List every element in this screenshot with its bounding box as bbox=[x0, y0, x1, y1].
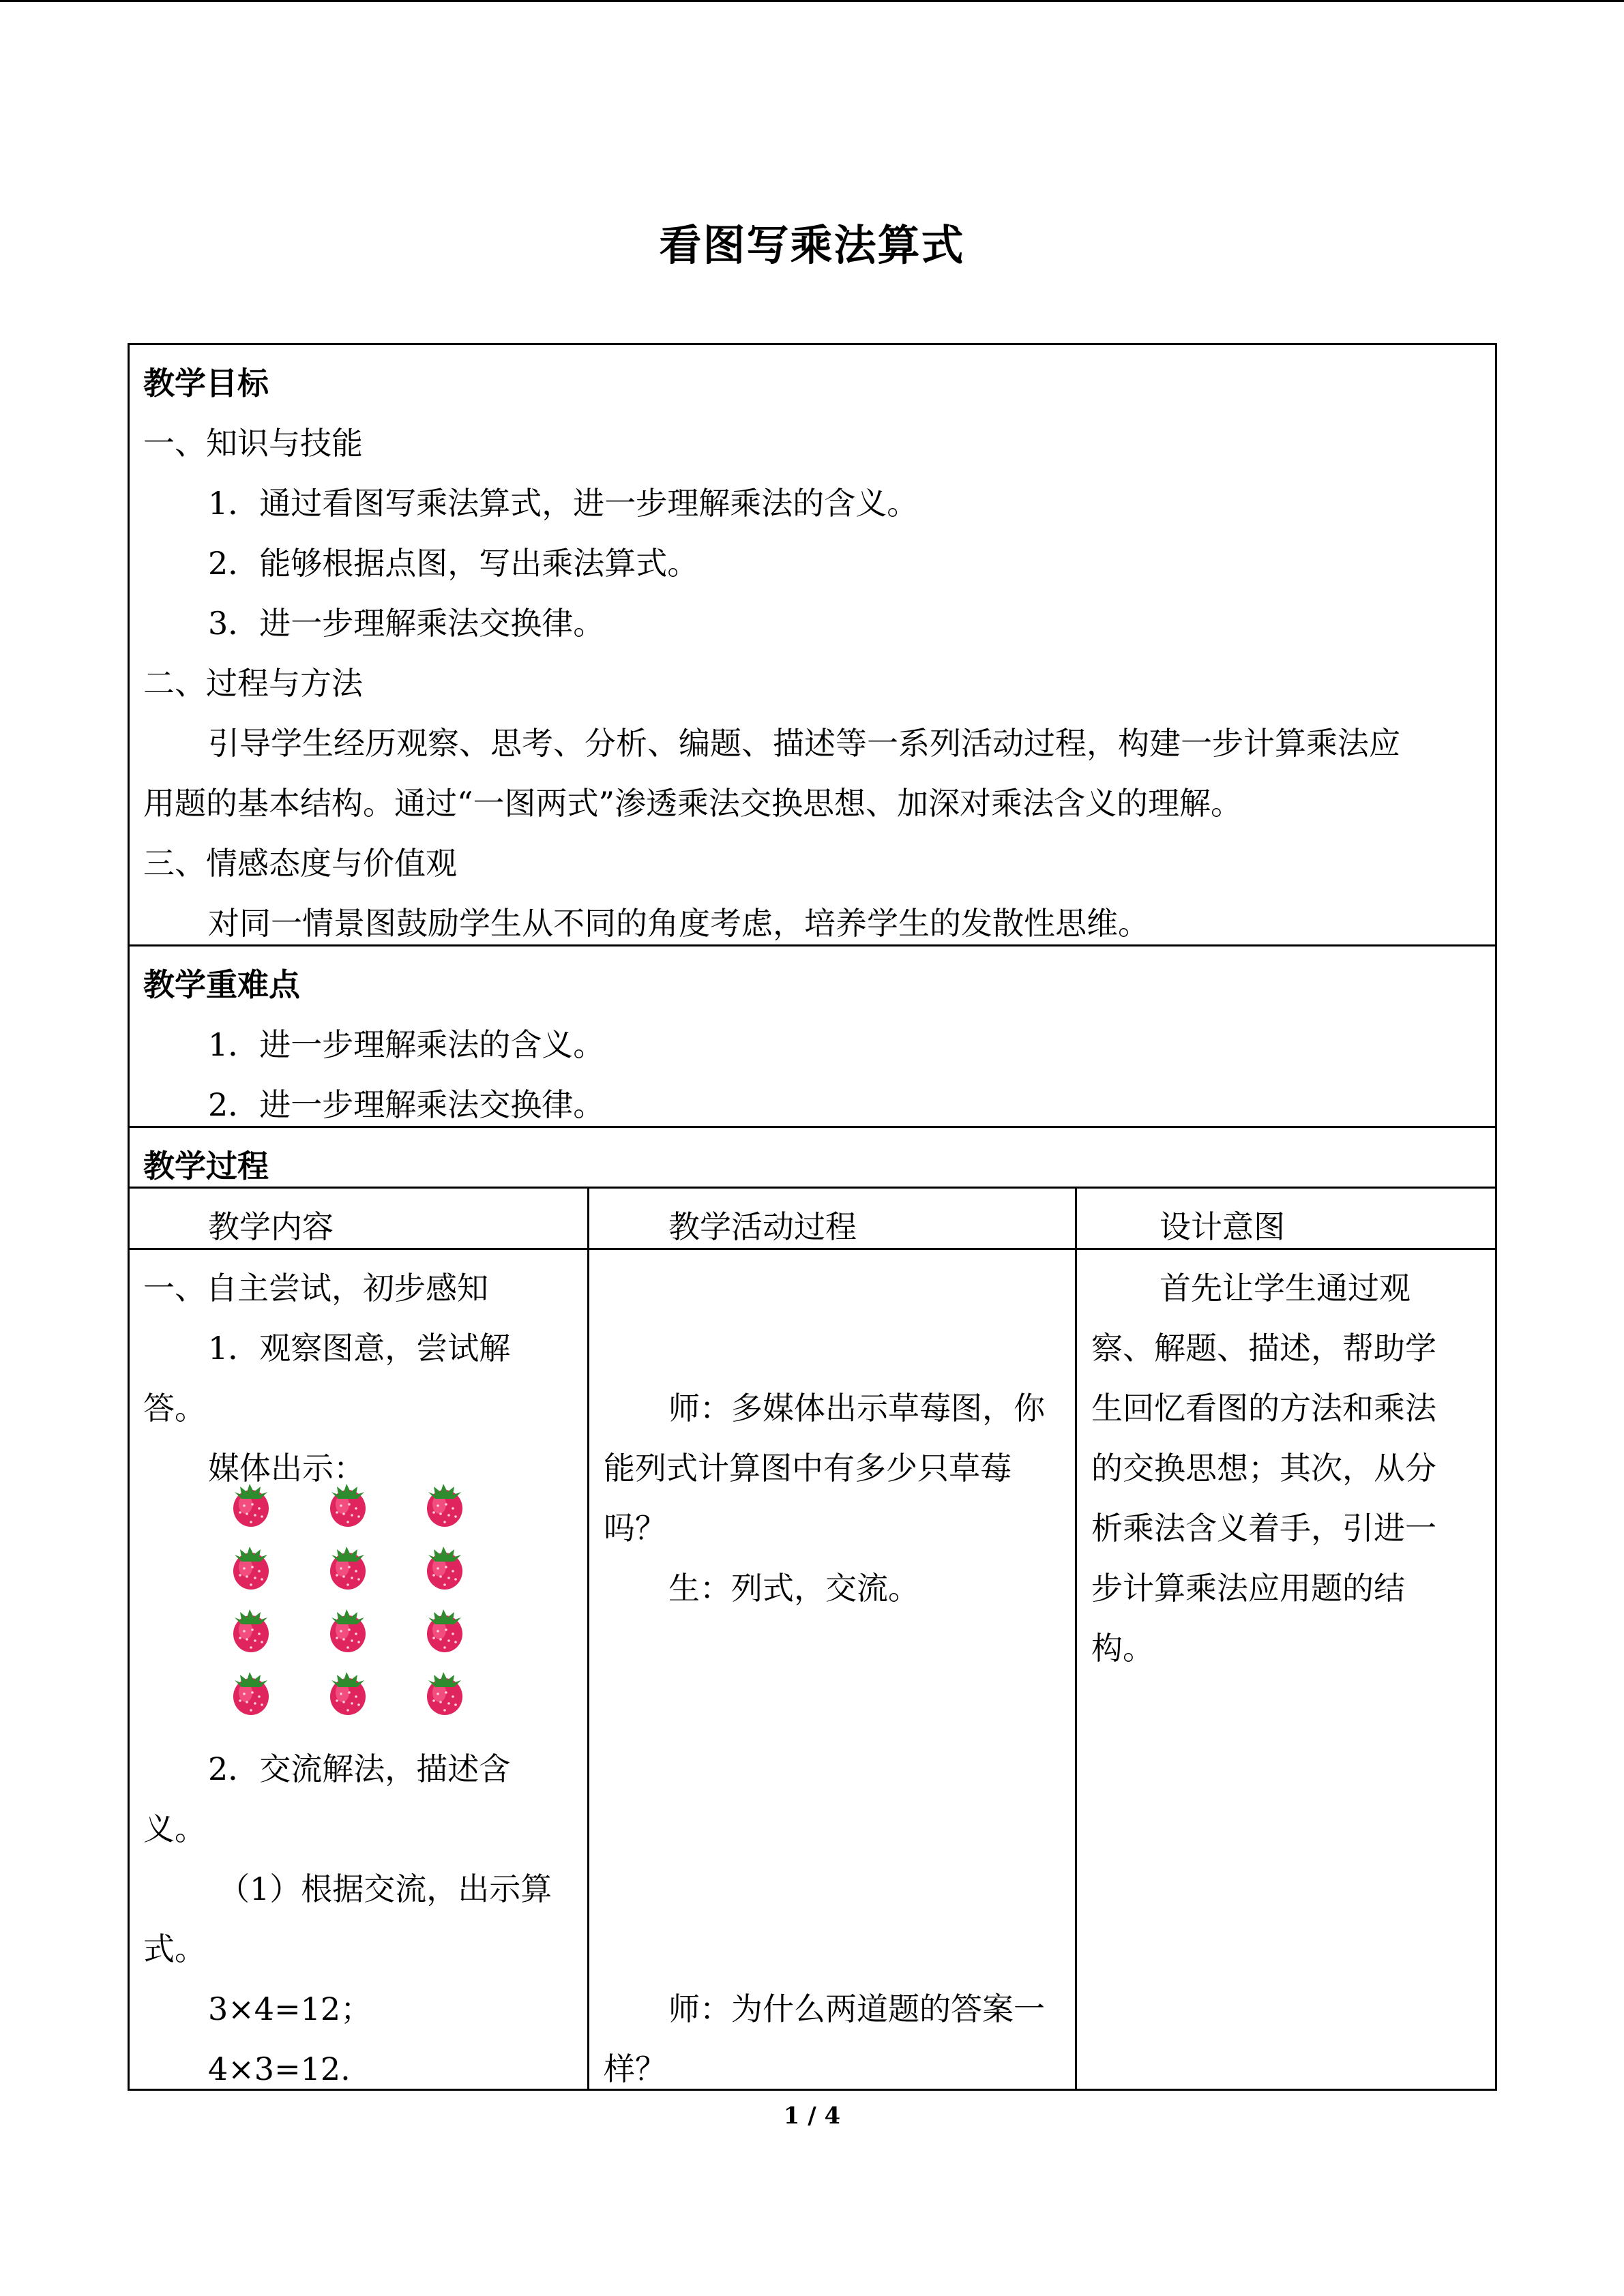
equation: 3×4=12； bbox=[208, 1991, 372, 2027]
content-line: 式。 bbox=[143, 1930, 206, 1967]
strawberry-icon bbox=[419, 1480, 468, 1529]
strawberry-icon bbox=[225, 1480, 274, 1529]
content-line: 一、自主尝试，初步感知 bbox=[143, 1270, 488, 1307]
objectives-heading: 教学目标 bbox=[143, 365, 269, 402]
equation: 4×3=12. bbox=[208, 2051, 351, 2087]
intent-line: 察、解题、描述，帮助学 bbox=[1091, 1330, 1436, 1367]
column-divider bbox=[587, 1187, 589, 2091]
content-line: 答。 bbox=[143, 1390, 206, 1427]
attitude-text: 对同一情景图鼓励学生从不同的角度考虑，培养学生的发散性思维。 bbox=[208, 905, 1149, 942]
content-line: 媒体出示： bbox=[208, 1450, 365, 1487]
activity-line: 师：多媒体出示草莓图，你 bbox=[668, 1390, 1045, 1427]
strawberry-icon bbox=[322, 1605, 371, 1654]
activity-line: 能列式计算图中有多少只草莓 bbox=[604, 1450, 1012, 1487]
top-rule bbox=[0, 0, 1624, 2]
process-method-text: 引导学生经历观察、思考、分析、编题、描述等一系列活动过程，构建一步计算乘法应 bbox=[208, 725, 1400, 762]
section-process-method: 二、过程与方法 bbox=[143, 665, 363, 702]
activity-line: 生：列式，交流。 bbox=[668, 1570, 919, 1607]
strawberry-icon bbox=[322, 1480, 371, 1529]
content-line: 2．交流解法，描述含 bbox=[208, 1750, 511, 1787]
column-divider bbox=[1075, 1187, 1077, 2091]
process-heading: 教学过程 bbox=[143, 1148, 269, 1184]
strawberry-icon bbox=[225, 1605, 274, 1654]
intent-line: 构。 bbox=[1091, 1630, 1154, 1667]
col-header-content: 教学内容 bbox=[208, 1208, 334, 1245]
intent-line: 生回忆看图的方法和乘法 bbox=[1091, 1390, 1436, 1427]
intent-line: 的交换思想；其次，从分 bbox=[1091, 1450, 1436, 1487]
intent-line: 步计算乘法应用题的结 bbox=[1091, 1570, 1405, 1607]
strawberry-icon bbox=[419, 1542, 468, 1592]
page-number: 1 / 4 bbox=[783, 2102, 841, 2130]
objective-item: 1．通过看图写乘法算式，进一步理解乘法的含义。 bbox=[208, 485, 919, 522]
content-line: （1）根据交流，出示算 bbox=[218, 1870, 552, 1907]
content-line: 1．观察图意，尝试解 bbox=[208, 1330, 511, 1367]
page-title: 看图写乘法算式 bbox=[659, 220, 965, 270]
col-header-activity: 教学活动过程 bbox=[668, 1208, 857, 1245]
objective-item: 2．能够根据点图，写出乘法算式。 bbox=[208, 545, 699, 582]
section-attitude: 三、情感态度与价值观 bbox=[143, 845, 457, 882]
strawberry-icon bbox=[419, 1605, 468, 1654]
strawberry-icon bbox=[225, 1668, 274, 1717]
objective-item: 3．进一步理解乘法交换律。 bbox=[208, 605, 605, 642]
strawberry-icon bbox=[225, 1542, 274, 1592]
strawberry-image-grid bbox=[225, 1480, 498, 1732]
strawberry-icon bbox=[322, 1668, 371, 1717]
process-method-text: 用题的基本结构。通过“一图两式”渗透乘法交换思想、加深对乘法含义的理解。 bbox=[143, 785, 1243, 822]
row-divider bbox=[128, 1187, 1497, 1189]
activity-line: 吗？ bbox=[604, 1510, 666, 1547]
col-header-intent: 设计意图 bbox=[1160, 1208, 1285, 1245]
content-line: 义。 bbox=[143, 1810, 206, 1847]
keypoint-item: 2．进一步理解乘法交换律。 bbox=[208, 1086, 605, 1123]
intent-line: 首先让学生通过观 bbox=[1160, 1270, 1411, 1307]
section-knowledge: 一、知识与技能 bbox=[143, 425, 363, 462]
activity-line: 师：为什么两道题的答案一 bbox=[668, 1991, 1045, 2027]
activity-line: 样？ bbox=[604, 2051, 666, 2087]
strawberry-icon bbox=[322, 1542, 371, 1592]
keypoints-heading: 教学重难点 bbox=[143, 966, 300, 1003]
intent-line: 析乘法含义着手，引进一 bbox=[1091, 1510, 1436, 1547]
strawberry-icon bbox=[419, 1668, 468, 1717]
keypoint-item: 1．进一步理解乘法的含义。 bbox=[208, 1026, 605, 1063]
